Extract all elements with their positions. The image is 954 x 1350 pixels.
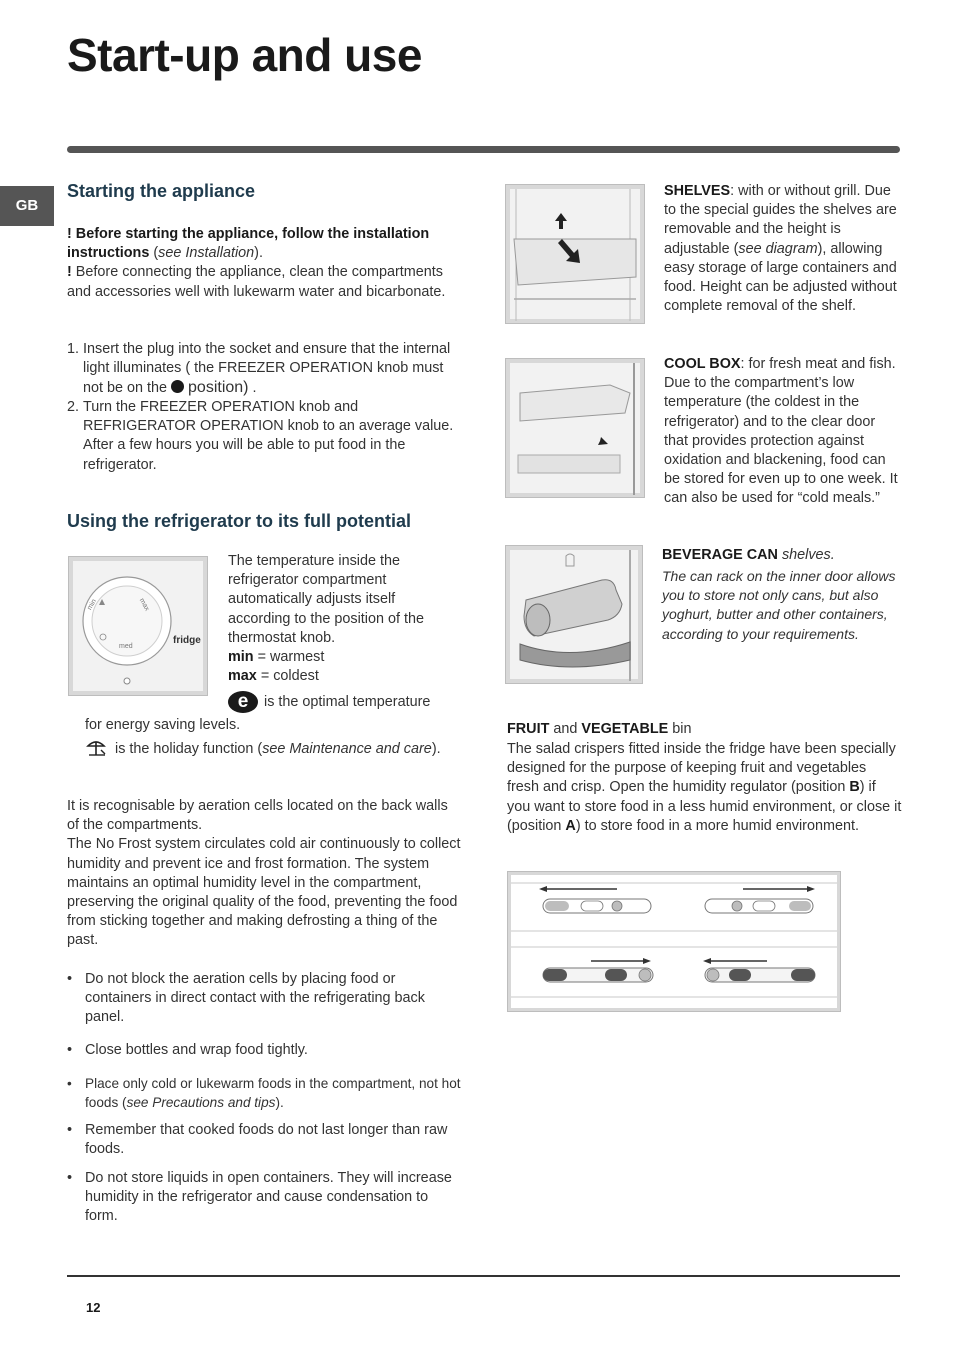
- knob-mid-label: med: [119, 643, 133, 650]
- thermostat-intro: The temperature inside the refrigerator compartment automatically adjusts itself according to the position of the thermostat knob. min = warmest max = coldest: [228, 553, 425, 685]
- knob-min-label: min: [86, 598, 99, 612]
- shelf-diagram-icon: [510, 189, 642, 321]
- coolbox-diagram-icon: [510, 363, 642, 495]
- knob-max-label: max: [137, 597, 151, 613]
- shelves-text: SHELVES: with or without grill. Due to the special guides the shelves are removable and the height is adjustable (see diagram), allowing easy storage of large containers and food. Height can be adjusted without complete removal of the shelf.: [664, 183, 897, 315]
- coolbox-text: COOL BOX: for fresh meat and fish. Due to the compartment’s low temperature (the coldest in the refrigerator) and to the clear door that provides protection against oxidation and blackening, food can be stored for even up to one week. It can also be used for “cold meals.”: [664, 356, 898, 507]
- coolbox-figure: [505, 358, 645, 498]
- can-rack-diagram-icon: [510, 550, 640, 681]
- beverage-can-heading: BEVERAGE CAN shelves.: [662, 547, 835, 563]
- list-item: • Close bottles and wrap food tightly.: [67, 1042, 308, 1058]
- list-item: • Do not block the aeration cells by placing food or containers in direct contact with the refrigerating back panel.: [67, 971, 425, 1026]
- filled-dot-icon: [171, 380, 184, 393]
- page-title: Start-up and use: [67, 29, 422, 81]
- page-number: 12: [86, 1300, 101, 1315]
- energy-text-line1: is the optimal temperature: [264, 694, 431, 710]
- fruit-veg-text: The salad crispers fitted inside the fridge have been specially designed for the purpose of keeping fruit and vegetables fresh and crisp. Open the humidity regulator (position B) if you want to store food in a less humid environment, or close it (position A) to store food in a more humid environment.: [507, 741, 902, 834]
- beverage-can-text: The can rack on the inner door allows you to store not only cans, but also yoghurt, butter and other containers, according to your requirements.: [662, 568, 896, 642]
- beverage-can-figure: [505, 545, 643, 684]
- thermostat-knob-icon: [73, 561, 205, 693]
- warning-install: ! Before starting the appliance, follow the installation instructions (see Installation). ! Before connecting the appliance, clean the compartments and accessories well with lukewarm water and bicarbonate.: [67, 226, 446, 300]
- holiday-note: is the holiday function (see Maintenance and care).: [85, 737, 465, 759]
- energy-text-line2: for energy saving levels.: [85, 717, 241, 733]
- shelves-figure: [505, 184, 645, 324]
- humidity-slider-diagram-icon: [511, 875, 837, 1008]
- starting-heading: Starting the appliance: [67, 181, 256, 201]
- holiday-umbrella-icon: [85, 737, 111, 757]
- language-tab: GB: [0, 186, 54, 226]
- list-item: • Do not store liquids in open containers. They will increase humidity in the refrigerator and cause condensation to form.: [67, 1170, 452, 1225]
- thermostat-knob-figure: [68, 556, 208, 696]
- energy-e-icon: e: [228, 691, 258, 713]
- fruit-veg-heading: FRUIT and VEGETABLE bin: [507, 721, 692, 737]
- nofrost-paragraph: It is recognisable by aeration cells located on the back walls of the compartments. The No Frost system circulates cold air continuously to collect humidity and prevent ice and frost formation. The system maintains an optimal humidity level in the compartment, preserving the original quality of the food, preventing the food from sticking together and making defrosting a thing of the past.: [67, 798, 461, 949]
- footer-rule: [67, 1275, 900, 1277]
- header-rule: [67, 146, 900, 153]
- using-heading: Using the refrigerator to its full potential: [67, 511, 412, 531]
- list-item: • Place only cold or lukewarm foods in the compartment, not hot foods (see Precautions and tips).: [67, 1076, 461, 1111]
- list-item: 1. Insert the plug into the socket and ensure that the internal light illuminates ( the FREEZER OPERATION knob must not be on the position) .: [67, 341, 451, 397]
- humidity-regulator-figure: [507, 871, 841, 1012]
- list-item: 2. Turn the FREEZER OPERATION knob and REFRIGERATOR OPERATION knob to an average value. After a few hours you will be able to put food in the refrigerator.: [67, 399, 454, 473]
- knob-fridge-label: fridge: [173, 635, 201, 646]
- list-item: • Remember that cooked foods do not last longer than raw foods.: [67, 1122, 448, 1158]
